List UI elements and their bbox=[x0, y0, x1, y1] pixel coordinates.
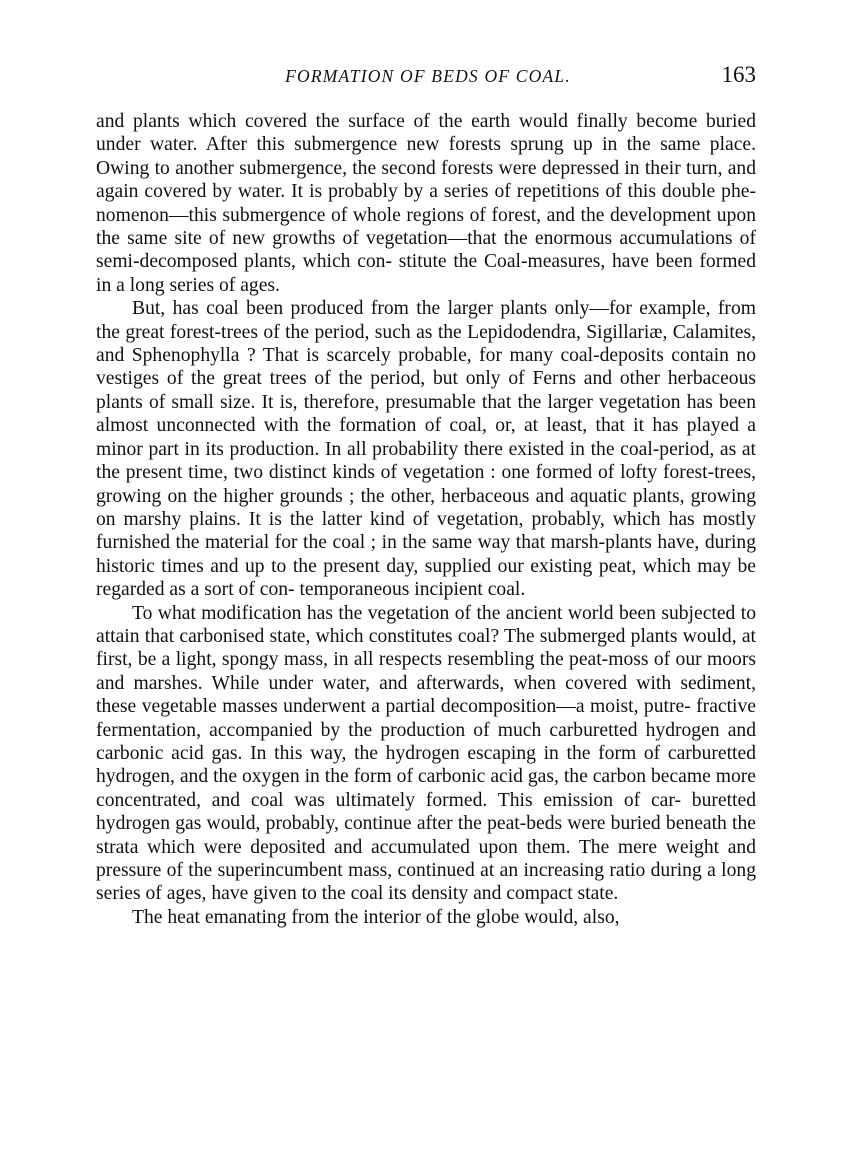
page-number: 163 bbox=[721, 62, 756, 87]
running-title: FORMATION OF BEDS OF COAL. bbox=[285, 66, 571, 86]
paragraph-heat: The heat emanating from the interior of the globe would, also, bbox=[132, 906, 620, 928]
running-head bbox=[96, 62, 760, 92]
body-text bbox=[96, 110, 756, 929]
paragraph-continued: and plants which covered the surface of the earth would finally become buried under water. After this submergence new forests sprung up in the same place. Owing to another submergence, the second forests were depressed in their turn, and again covered by water. It is probably by a series of repetitions of this double phe- nomenon—this submergence of whole regions of forest, and the development upon the same site of new growths of vegetation—that the enormous accumulations of semi-decomposed plants, which con- stitute the Coal-measures, have been formed in a long series of ages. bbox=[96, 111, 756, 296]
paragraph-carbonisation: To what modification has the vegetation of the ancient world been subjected to attain that carbonised state, which constitutes coal? The submerged plants would, at first, be a light, spongy mass, in all respects resembling the peat-moss of our moors and marshes. While under water, and afterwards, when covered with sediment, these vegetable masses underwent a partial decomposition—a moist, putre- fractive fermentation, accompanied by the production of much carburetted hydrogen and carbonic acid gas. In this way, the hydrogen escaping in the form of carburetted hydrogen, and the oxygen in the form of carbonic acid gas, the carbon became more concentrated, and coal was ultimately formed. This emission of car- buretted hydrogen gas would, probably, continue after the peat-beds were buried beneath the strata which were deposited and accumulated upon them. The mere weight and pressure of the superincumbent mass, continued at an increasing ratio during a long series of ages, have given to the coal its density and compact state. bbox=[96, 602, 756, 905]
paragraph-larger-plants: But, has coal been produced from the larger plants only—for example, from the great forest-trees of the period, such as the Lepidodendra, Sigillariæ, Calamites, and Sphenophylla ? That is scarcely probable, for many coal-deposits contain no vestiges of the great trees of the period, but only of Ferns and other herbaceous plants of small size. It is, therefore, presumable that the larger vegetation has been almost unconnected with the formation of coal, or, at least, that it has played a minor part in its production. In all probability there existed in the coal-period, as at the present time, two distinct kinds of vegetation : one formed of lofty forest-trees, growing on the higher grounds ; the other, herbaceous and aquatic plants, growing on marshy plains. It is the latter kind of vegetation, probably, which has mostly furnished the material for the coal ; in the same way that marsh-plants have, during historic times and up to the present day, supplied our existing peat, which may be regarded as a sort of con- temporaneous incipient coal. bbox=[96, 298, 756, 601]
